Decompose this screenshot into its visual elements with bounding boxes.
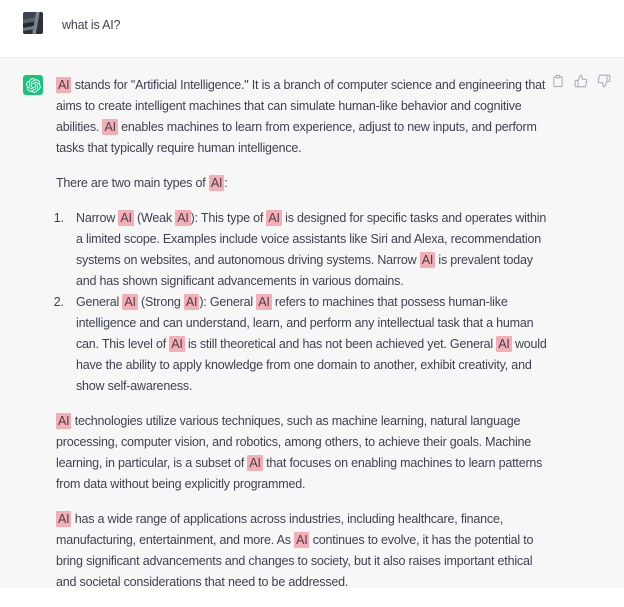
message-text: continues to evolve, it has the potential to bring significant advancements and changes to society, but it also raises important ethical and societal considerations that need to be addressed. bbox=[56, 533, 534, 589]
highlighted-term: AI bbox=[498, 337, 510, 351]
message-text: technologies utilize various techniques, such as machine learning, natural language processing, computer vision, and robotics, among others, to achieve their goals. Machine learning, in particular, is a subset of bbox=[56, 414, 532, 470]
openai-logo-icon bbox=[26, 78, 41, 93]
highlighted-term: AI bbox=[249, 456, 261, 470]
message-text: enables machines to learn from experience, adjust to new inputs, and perform tasks that typically require human intelligence. bbox=[56, 120, 537, 155]
message-text: is prevalent today and has shown significant advancements in various domains. bbox=[76, 253, 533, 288]
message-text: (Weak bbox=[133, 211, 176, 225]
highlighted-term: AI bbox=[185, 295, 198, 309]
highlighted-term: AI bbox=[58, 78, 70, 92]
clipboard-icon bbox=[551, 74, 565, 88]
highlighted-term: AI bbox=[177, 211, 189, 225]
thumbs-down-icon bbox=[597, 74, 611, 88]
message-text: (Strong bbox=[137, 295, 184, 309]
message-text: would have the ability to apply knowledge from one domain to another, exhibit creativity, and show self-awareness. bbox=[76, 337, 547, 393]
message-paragraph bbox=[56, 411, 552, 495]
user-message-text: what is AI? bbox=[62, 18, 121, 32]
list-item bbox=[67, 208, 552, 292]
copy-button[interactable] bbox=[551, 74, 565, 88]
message-paragraph bbox=[56, 509, 552, 593]
user-message-row bbox=[0, 0, 624, 57]
highlighted-term: AI bbox=[210, 176, 223, 190]
highlighted-term: AI bbox=[58, 512, 70, 526]
message-text: There are two main types of bbox=[56, 176, 209, 190]
message-text: General bbox=[76, 295, 123, 309]
assistant-message-body bbox=[56, 75, 552, 607]
highlighted-term: AI bbox=[104, 120, 116, 134]
highlighted-term: AI bbox=[296, 533, 308, 547]
highlighted-term: AI bbox=[58, 414, 70, 428]
highlighted-term: AI bbox=[268, 211, 280, 225]
message-actions bbox=[551, 74, 611, 88]
message-text: has a wide range of applications across industries, including healthcare, finance, manufacturing, entertainment, and more. As bbox=[56, 512, 504, 547]
message-text: stands for "Artificial Intelligence." It is a branch of computer science and engineering that aims to create intelligent machines that can simulate human-like behavior and cognitive abilities. bbox=[56, 78, 546, 134]
thumbs-down-button[interactable] bbox=[597, 74, 611, 88]
message-text: ): General bbox=[199, 295, 257, 309]
message-text: ): This type of bbox=[190, 211, 267, 225]
message-text: is designed for specific tasks and operates within a limited scope. Examples include voice assistants like Siri and Alexa, recommendation systems on websites, and autonomous driving systems. Narrow bbox=[76, 211, 547, 267]
highlighted-term: AI bbox=[171, 337, 183, 351]
message-text: that focuses on enabling machines to learn patterns from data without being explicitly programmed. bbox=[56, 456, 543, 491]
thumbs-up-icon bbox=[574, 74, 588, 88]
assistant-message-row bbox=[0, 57, 624, 588]
message-ordered-list bbox=[56, 208, 552, 397]
message-paragraph bbox=[56, 75, 552, 159]
message-paragraph bbox=[56, 173, 552, 194]
user-avatar bbox=[23, 12, 43, 34]
highlighted-term: AI bbox=[421, 253, 434, 267]
highlighted-term: AI bbox=[258, 295, 270, 309]
highlighted-term: AI bbox=[120, 211, 132, 225]
chatgpt-avatar bbox=[23, 75, 43, 95]
message-text: is still theoretical and has not been achieved yet. General bbox=[184, 337, 497, 351]
thumbs-up-button[interactable] bbox=[574, 74, 588, 88]
list-item bbox=[67, 292, 552, 397]
highlighted-term: AI bbox=[124, 295, 136, 309]
message-text: Narrow bbox=[76, 211, 119, 225]
message-text: : bbox=[224, 176, 228, 190]
message-text: refers to machines that possess human-like intelligence and can understand, learn, and perform any intellectual task that a human can. This level of bbox=[76, 295, 534, 351]
